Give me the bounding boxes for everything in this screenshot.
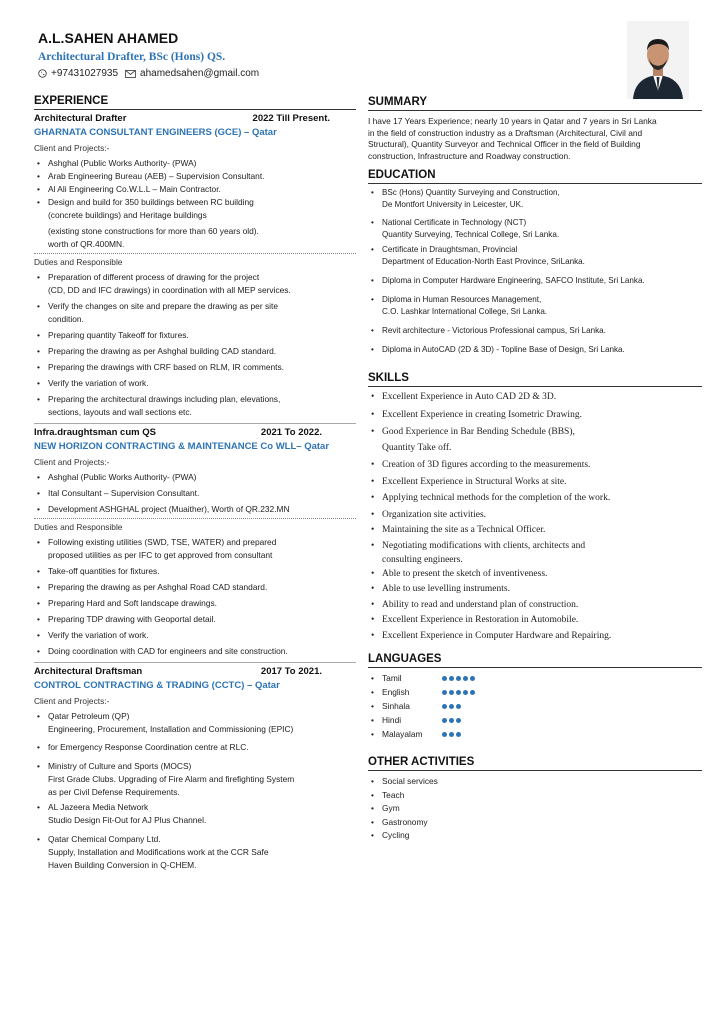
- job-header: [34, 113, 356, 124]
- list-item: • Gastronomy: [368, 816, 702, 830]
- list-item: • Certificate in Draughtsman, Provincial Department of Education-North East Province, SriLanka.: [368, 244, 702, 268]
- section-title-summary: SUMMARY: [368, 96, 702, 111]
- level-dot: [442, 704, 447, 709]
- list-item: • Preparing the drawing as per Ashghal building CAD standard.: [34, 345, 356, 358]
- level-dot: [442, 676, 447, 681]
- section-title-experience: EXPERIENCE: [34, 95, 356, 110]
- list-item: • Diploma in Computer Hardware Engineering, SAFCO Institute, Sri Lanka.: [368, 275, 702, 287]
- list-item: • Cycling: [368, 829, 702, 843]
- list-item: • Preparing Hard and Soft landscape drawings.: [34, 597, 356, 610]
- phone-icon: [38, 69, 47, 78]
- language-name: • Tamil: [368, 671, 442, 685]
- section-title-skills: SKILLS: [368, 372, 702, 387]
- phone-number[interactable]: +97431027935: [51, 68, 119, 79]
- list-item: • Ashghal (Public Works Authority- (PWA): [34, 157, 356, 170]
- list-item: • Preparing quantity Takeoff for fixtures.: [34, 329, 356, 342]
- clients-label: Client and Projects:-: [34, 696, 110, 706]
- level-dot: [449, 690, 454, 695]
- language-name: • Malayalam: [368, 727, 442, 741]
- list-item: • Creation of 3D figures according to the measurements.: [368, 458, 702, 474]
- list-item-continuation: • for Emergency Response Coordination centre at RLC.: [34, 741, 356, 754]
- level-dot: [449, 704, 454, 709]
- job-role: Architectural Draftsman: [34, 666, 143, 677]
- list-item: • Verify the changes on site and prepare the drawing as per site condition.: [34, 300, 356, 326]
- duties-list: [34, 271, 356, 419]
- level-dot: [470, 690, 475, 695]
- language-name: • Hindi: [368, 713, 442, 727]
- list-item: • Qatar Chemical Company Ltd. Supply, Installation and Modifications work at the CCR Safe Haven Building Conversion in Q-CHEM.: [34, 833, 356, 872]
- language-level: [442, 718, 461, 723]
- list-item: • AL Jazeera Media Network Studio Design Fit-Out for AJ Plus Channel.: [34, 801, 356, 827]
- level-dot: [456, 676, 461, 681]
- list-item: • Teach: [368, 789, 702, 803]
- job-period: 2021 To 2022.: [260, 427, 322, 438]
- list-item: • Gym: [368, 802, 702, 816]
- language-level: [442, 732, 461, 737]
- level-dot: [456, 690, 461, 695]
- duties-list: [34, 536, 356, 658]
- level-dot: [463, 676, 468, 681]
- level-dot: [442, 732, 447, 737]
- list-item: • Preparing TDP drawing with Geoportal detail.: [34, 613, 356, 626]
- level-dot: [456, 732, 461, 737]
- language-name: • English: [368, 685, 442, 699]
- job-period: 2017 To 2021.: [260, 666, 322, 677]
- level-dot: [442, 690, 447, 695]
- list-item: • Ministry of Culture and Sports (MOCS) First Grade Clubs. Upgrading of Fire Alarm and firefighting System as per Civil Defense Requirements.: [34, 760, 356, 799]
- list-item: • Preparing the drawings with CRF based on RLM, IR comments.: [34, 361, 356, 374]
- list-item: • Diploma in Human Resources Management, C.O. Lashkar International College, Sri Lanka.: [368, 294, 702, 318]
- duties-label: Duties and Responsible: [34, 253, 356, 267]
- language-level: [442, 704, 461, 709]
- language-name: • Sinhala: [368, 699, 442, 713]
- list-item: • Preparing the architectural drawings including plan, elevations, sections, layouts and wall sections etc.: [34, 393, 356, 419]
- list-item: • National Certificate in Technology (NCT) Quantity Surveying, Technical College, Sri Lanka.: [368, 217, 702, 241]
- duties-label: Duties and Responsible: [34, 518, 356, 532]
- company-name: GHARNATA CONSULTANT ENGINEERS (GCE) – Qatar: [34, 127, 277, 138]
- list-item-continuation: (concrete buildings) and Heritage buildings: [48, 210, 207, 220]
- email-icon: [125, 70, 136, 78]
- language-row: [368, 699, 702, 713]
- list-item: • Excellent Experience in Structural Works at site.: [368, 475, 702, 491]
- language-row: [368, 727, 702, 741]
- language-level: [442, 690, 475, 695]
- level-dot: [470, 676, 475, 681]
- job-role: Architectural Drafter: [34, 113, 127, 124]
- level-dot: [449, 718, 454, 723]
- language-row: [368, 713, 702, 727]
- summary-text: I have 17 Years Experience; nearly 10 years in Qatar and 7 years in Sri Lanka in the field of construction industry as a Draftsman (Architectural, Civil and Structural), Quantity Surveyor and Technical Officer in the field of Building construction, Infrastructure and Roadway construction.: [368, 116, 657, 161]
- list-item: • Preparation of different process of drawing for the project (CD, DD and IFC drawings) in coordination with all MEP services.: [34, 271, 356, 297]
- clients-label: Client and Projects:-: [34, 143, 110, 153]
- contact-line: [38, 68, 259, 79]
- list-item: • Negotiating modifications with clients, architects and consulting engineers.: [368, 539, 702, 567]
- list-item: • Excellent Experience in Auto CAD 2D & 3D.: [368, 390, 702, 406]
- level-dot: [456, 704, 461, 709]
- skills-list: [368, 390, 702, 644]
- list-item: • Design and build for 350 buildings between RC building: [34, 196, 356, 209]
- company-name: CONTROL CONTRACTING & TRADING (CCTC) – Qatar: [34, 680, 280, 691]
- right-column: [368, 96, 702, 843]
- activities-list: [368, 775, 702, 843]
- list-item: • Able to use levelling instruments.: [368, 582, 702, 598]
- list-item: • Good Experience in Bar Bending Schedule (BBS), Quantity Take off.: [368, 425, 702, 456]
- language-level: [442, 676, 475, 681]
- candidate-name: A.L.SAHEN AHAMED: [38, 30, 179, 46]
- level-dot: [456, 718, 461, 723]
- list-item: • Preparing the drawing as per Ashghal Road CAD standard.: [34, 581, 356, 594]
- list-item: • Excellent Experience in Restoration in Automobile.: [368, 613, 702, 629]
- email-address[interactable]: ahamedsahen@gmail.com: [140, 68, 260, 79]
- level-dot: [463, 690, 468, 695]
- list-item: • Following existing utilities (SWD, TSE, WATER) and prepared proposed utilities as per IFC to get approved from consultant: [34, 536, 356, 562]
- client-list: [34, 471, 356, 516]
- list-item-continuation: worth of QR.400MN.: [48, 239, 125, 249]
- profile-photo: [627, 21, 689, 99]
- level-dot: [449, 676, 454, 681]
- level-dot: [449, 732, 454, 737]
- list-item: • Applying technical methods for the completion of the work.: [368, 491, 702, 507]
- list-item: • Qatar Petroleum (QP) Engineering, Procurement, Installation and Commissioning (EPIC): [34, 710, 356, 736]
- list-item: • Excellent Experience in creating Isometric Drawing.: [368, 408, 702, 424]
- list-item: • Verify the variation of work.: [34, 377, 356, 390]
- list-item: • Development ASHGHAL project (Muaither), Worth of QR.232.MN: [34, 503, 356, 516]
- list-item: • Arab Engineering Bureau (AEB) – Supervision Consultant.: [34, 170, 356, 183]
- list-item: • Diploma in AutoCAD (2D & 3D) - Topline Base of Design, Sri Lanka.: [368, 344, 702, 356]
- list-item: • Social services: [368, 775, 702, 789]
- language-row: [368, 685, 702, 699]
- job-role: Infra.draughtsman cum QS: [34, 427, 156, 438]
- list-item: • Maintaining the site as a Technical Officer.: [368, 523, 702, 539]
- section-title-activities: OTHER ACTIVITIES: [368, 756, 702, 771]
- client-list: [34, 157, 356, 209]
- list-item: • BSc (Hons) Quantity Surveying and Construction, De Montfort University in Leicester, UK.: [368, 187, 702, 211]
- section-title-languages: LANGUAGES: [368, 653, 702, 668]
- list-item: • Verify the variation of work.: [34, 629, 356, 642]
- company-name: NEW HORIZON CONTRACTING & MAINTENANCE Co WLL– Qatar: [34, 441, 330, 452]
- job-header: [34, 423, 356, 438]
- job-period: 2022 Till Present.: [252, 113, 330, 124]
- list-item: • Organization site activities.: [368, 508, 702, 524]
- clients-label: Client and Projects:-: [34, 457, 110, 467]
- language-row: [368, 671, 702, 685]
- list-item: • Ability to read and understand plan of construction.: [368, 598, 702, 614]
- languages-list: [368, 671, 702, 741]
- level-dot: [442, 718, 447, 723]
- list-item: • Revit architecture - Victorious Professional campus, Sri Lanka.: [368, 325, 702, 337]
- list-item: • Excellent Experience in Computer Hardware and Repairing.: [368, 629, 702, 645]
- list-item: • Al Ali Engineering Co.W.L.L – Main Contractor.: [34, 183, 356, 196]
- project-list: [34, 710, 356, 872]
- list-item: • Ashghal (Public Works Authority- (PWA): [34, 471, 356, 484]
- list-item: • Ital Consultant – Supervision Consultant.: [34, 487, 356, 500]
- job-header: [34, 662, 356, 677]
- list-item: • Able to present the sketch of inventiveness.: [368, 567, 702, 583]
- list-item: • Take-off quantities for fixtures.: [34, 565, 356, 578]
- candidate-title: Architectural Drafter, BSc (Hons) QS.: [38, 51, 226, 63]
- section-title-education: EDUCATION: [368, 169, 702, 184]
- list-item: • Doing coordination with CAD for engineers and site construction.: [34, 645, 356, 658]
- experience-section: [34, 95, 356, 872]
- list-item-continuation: (existing stone constructions for more than 60 years old).: [48, 226, 259, 236]
- education-list: [368, 187, 702, 356]
